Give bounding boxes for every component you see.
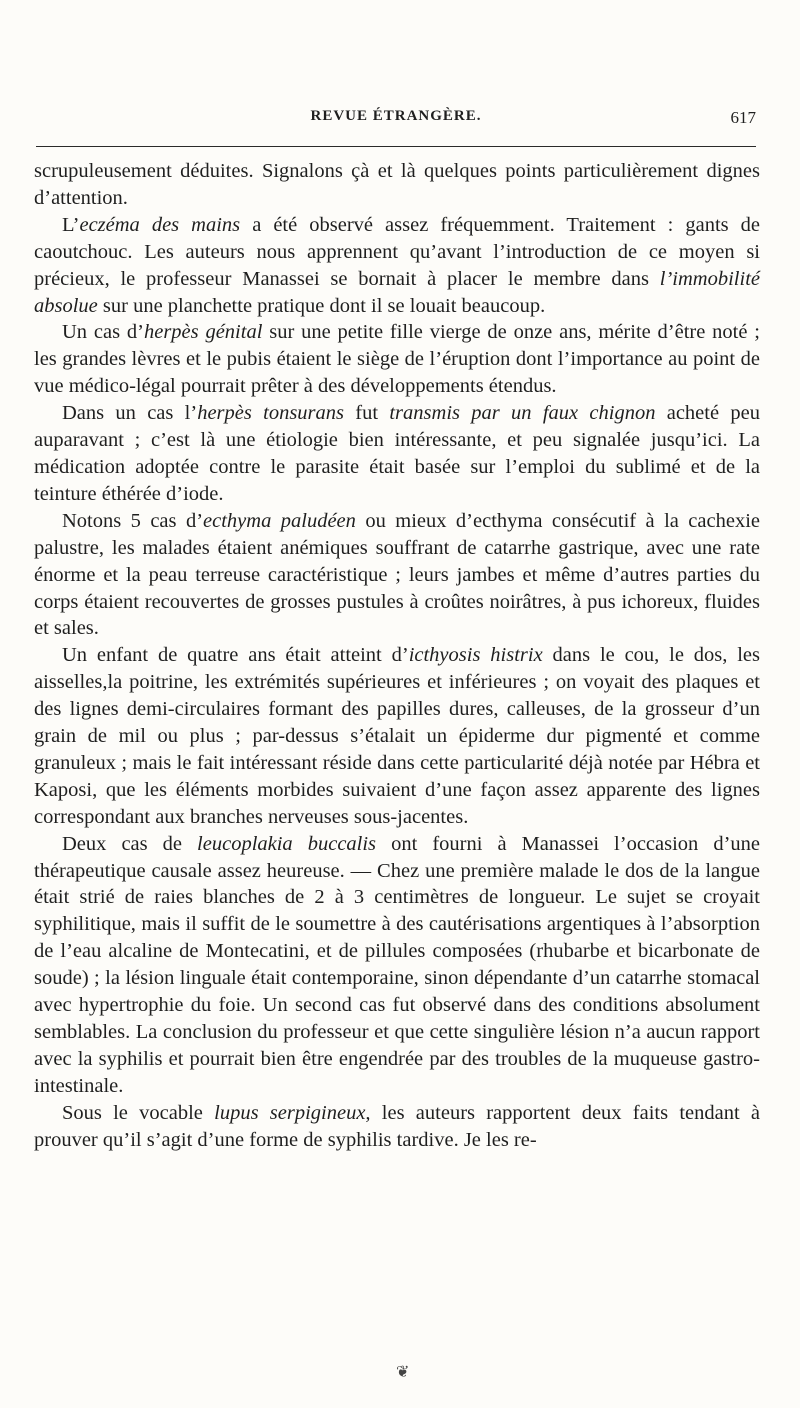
text-run: sur une planchette pratique dont il se louait beaucoup.: [97, 294, 546, 317]
italic-term: herpès génital: [143, 321, 263, 344]
text-run: Un cas d’: [62, 321, 144, 344]
text-run: Un enfant de quatre ans était atteint d’: [62, 644, 409, 667]
italic-term: transmis par un faux chignon: [389, 402, 656, 425]
page-number: 617: [730, 108, 756, 127]
text-run: L’: [62, 213, 80, 236]
text-run: sur une petite fille vierge de onze ans, mérite d’être noté ; les grandes lèvres et le pubis étaient le siège de l’éruption dont l’importance au point de vue médico-légal pourrait prêter à des développements étendus.: [34, 321, 760, 398]
text-run: Deux cas de: [62, 832, 198, 855]
italic-term: lupus serpigineux,: [214, 1101, 371, 1124]
text-run: Dans un cas l’: [62, 402, 198, 425]
text-run: ou mieux d’ecthyma consécutif à la cachexie palustre, les malades étaient anémiques souffrant de catarrhe gastrique, avec une rate énorme et la peau terreuse caractéristique ; leurs jambes et même d’autres parties du corps étaient recouvertes de grosses pustules à croûtes noirâtres, à pus ichoreux, fluides et sales.: [34, 509, 760, 640]
paragraph: [34, 158, 760, 212]
italic-term: l’immobilité absolue: [34, 267, 760, 317]
text-run: fut: [344, 402, 390, 425]
paragraph: [34, 1100, 760, 1154]
italic-term: eczéma des mains: [79, 213, 241, 236]
body-text: [34, 158, 760, 1154]
text-run: les auteurs rapportent deux faits tendant à prouver qu’il s’agit d’une forme de syphilis tardive. Je les re-: [34, 1101, 760, 1151]
text-run: Sous le vocable: [62, 1101, 215, 1124]
italic-term: icthyosis histrix: [408, 644, 543, 667]
text-run: scrupuleusement déduites. Signalons çà et là quelques points particulièrement dignes d’attention.: [34, 160, 760, 209]
italic-term: herpès tonsurans: [197, 402, 345, 425]
paragraph: [34, 831, 760, 1100]
text-run: a été observé assez fréquemment. Traitement : gants de caoutchouc. Les auteurs nous apprennent qu’avant l’introduction de ce moyen si précieux, le professeur Manassei se bornait à placer le membre dans: [34, 213, 761, 290]
italic-term: ecthyma paludéen: [203, 509, 356, 532]
paragraph: [34, 508, 760, 643]
text-run: dans le cou, le dos, les aisselles,la poitrine, les extrémités supérieures et inférieures ; on voyait des plaques et des lignes demi-circulaires formant des papilles dures, calleuses, de la grosseur d’un grain de mil ou plus ; par-dessus s’étalait un épiderme dur pigmenté et comme granuleux ; mais le fait intéressant réside dans cette particularité déjà notée par Hébra et Kaposi, que les éléments morbides suivaient d’une façon assez apparente des lignes correspondant aux branches nerveuses sous-jacentes.: [34, 644, 761, 828]
paragraph: [34, 642, 760, 830]
footer-ornament: ❦: [396, 1362, 410, 1381]
text-run: acheté peu auparavant ; c’est là une étiologie bien intéressante, et peu signalée jusqu’ici. La médication adoptée contre le parasite était basée sur l’emploi du sublimé et de la teinture éthérée d’iode.: [34, 402, 760, 505]
page-header: [36, 108, 756, 138]
italic-term: leucoplakia buccalis: [197, 832, 377, 855]
text-run: ont fourni à Manassei l’occasion d’une thérapeutique causale assez heureuse. — Chez une première malade le dos de la langue était strié de raies blanches de 2 à 3 centimètres de longueur. Le sujet se croyait syphilitique, mais il suffit de le soumettre à des cautérisations argentiques à l’absorption de l’eau alcaline de Montecatini, et de pillules composées (rhubarbe et bicarbonate de soude) ; la lésion linguale était contemporaine, sinon dépendante d’un catarrhe stomacal avec hypertrophie du foie. Un second cas fut observé dans des conditions absolument semblables. La conclusion du professeur et que cette singulière lésion n’a aucun rapport avec la syphilis et pourrait bien être engendrée par des troubles de la muqueuse gastro-intestinale.: [34, 832, 760, 1097]
paragraph: [34, 212, 760, 320]
paragraph: [34, 319, 760, 400]
text-run: Notons 5 cas d’: [62, 509, 204, 532]
running-head: REVUE ÉTRANGÈRE.: [310, 108, 482, 124]
header-rule: [36, 146, 756, 147]
paragraph: [34, 400, 760, 508]
